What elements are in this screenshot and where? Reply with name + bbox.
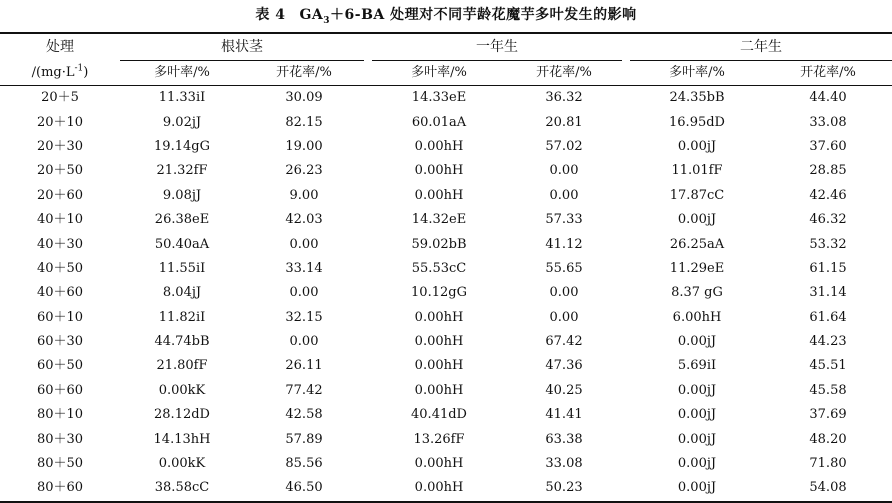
two-year-multi-leaf-cell: 5.69iI xyxy=(677,358,717,374)
two-year-flowering-cell: 42.46 xyxy=(809,187,847,203)
table-body xyxy=(0,86,892,502)
rhizome-flowering-cell: 77.42 xyxy=(285,382,323,398)
one-year-multi-leaf-cell: 0.00hH xyxy=(414,309,464,325)
group-gap xyxy=(622,86,630,111)
unit-prefix: /(mg·L xyxy=(31,64,75,80)
table-row xyxy=(0,354,892,378)
rhizome-flowering-cell: 42.58 xyxy=(285,407,323,423)
one-year-multi-leaf-cell: 0.00hH xyxy=(372,476,506,501)
group-gap xyxy=(622,354,630,378)
rhizome-flowering-cell: 19.00 xyxy=(285,138,323,154)
two-year-flowering-cell: 31.14 xyxy=(809,285,847,301)
one-year-flowering-cell: 63.38 xyxy=(545,431,583,447)
two-year-multi-leaf-cell: 17.87cC xyxy=(669,187,725,203)
rhizome-flowering-cell: 0.00 xyxy=(289,334,319,350)
group-header-one-year: 一年生 xyxy=(372,33,622,61)
two-year-flowering-cell: 46.32 xyxy=(809,212,847,228)
rhizome-flowering-cell: 30.09 xyxy=(285,90,323,106)
group-gap xyxy=(364,452,372,476)
group-gap xyxy=(364,427,372,451)
two-year-flowering-cell: 45.51 xyxy=(809,358,847,374)
two-year-flowering-cell: 48.20 xyxy=(809,431,847,447)
group-gap xyxy=(364,403,372,427)
two-year-flowering-cell: 61.64 xyxy=(809,309,847,325)
two-year-multi-leaf-cell: 0.00jJ xyxy=(630,476,764,501)
group-gap xyxy=(364,208,372,232)
unit-header xyxy=(0,61,120,86)
rhizome-multi-leaf-cell: 11.82iI xyxy=(158,309,206,325)
treatment-cell: 80＋10 xyxy=(36,407,84,423)
rhizome-flowering-cell: 57.89 xyxy=(285,431,323,447)
one-year-flowering-cell: 67.42 xyxy=(545,334,583,350)
treatment-cell: 20＋60 xyxy=(36,187,84,203)
rhizome-multi-leaf-cell: 8.04jJ xyxy=(162,285,202,301)
rhizome-flowering-cell: 82.15 xyxy=(285,114,323,130)
treatment-cell: 80＋30 xyxy=(36,431,84,447)
rhizome-multi-leaf-cell: 38.58cC xyxy=(120,476,244,501)
group-gap xyxy=(364,110,372,134)
treatment-cell: 60＋30 xyxy=(36,334,84,350)
rhizome-flowering-cell: 9.00 xyxy=(289,187,319,203)
two-year-multi-leaf-cell: 0.00jJ xyxy=(677,212,717,228)
two-year-multi-leaf-cell: 0.00jJ xyxy=(677,431,717,447)
table-title-prefix: GA xyxy=(299,7,324,23)
group-gap xyxy=(622,135,630,159)
group-gap xyxy=(622,281,630,305)
one-year-multi-leaf-cell: 0.00hH xyxy=(414,334,464,350)
one-year-flowering-cell: 57.02 xyxy=(545,138,583,154)
col-header-rhizome-multi-leaf: 多叶率/% xyxy=(120,61,244,86)
group-gap xyxy=(622,257,630,281)
group-gap xyxy=(364,306,372,330)
treatment-cell: 20＋30 xyxy=(36,138,84,154)
group-gap xyxy=(622,33,630,61)
rhizome-flowering-cell: 46.50 xyxy=(244,476,364,501)
one-year-multi-leaf-cell: 0.00hH xyxy=(414,358,464,374)
rhizome-multi-leaf-cell: 9.02jJ xyxy=(162,114,202,130)
group-gap xyxy=(622,476,630,501)
table-caption xyxy=(0,4,892,26)
one-year-flowering-cell: 47.36 xyxy=(545,358,583,374)
group-gap xyxy=(622,452,630,476)
group-gap xyxy=(622,61,630,86)
rhizome-multi-leaf-cell: 28.12dD xyxy=(154,407,210,423)
rhizome-multi-leaf-cell: 19.14gG xyxy=(154,138,210,154)
group-gap xyxy=(364,379,372,403)
two-year-multi-leaf-cell: 24.35bB xyxy=(669,90,725,106)
group-header-two-year: 二年生 xyxy=(630,33,892,61)
one-year-multi-leaf-cell: 10.12gG xyxy=(411,285,467,301)
rhizome-flowering-cell: 33.14 xyxy=(285,260,323,276)
two-year-multi-leaf-cell: 8.37 gG xyxy=(671,285,723,301)
two-year-flowering-cell: 37.60 xyxy=(809,138,847,154)
one-year-multi-leaf-cell: 0.00hH xyxy=(414,163,464,179)
rhizome-flowering-cell: 42.03 xyxy=(285,212,323,228)
treatment-cell: 60＋10 xyxy=(36,309,84,325)
header-row-columns xyxy=(0,61,892,86)
rhizome-multi-leaf-cell: 11.33iI xyxy=(158,90,206,106)
group-gap xyxy=(622,306,630,330)
group-gap xyxy=(622,110,630,134)
header-row-groups xyxy=(0,33,892,61)
rhizome-flowering-cell: 32.15 xyxy=(285,309,323,325)
table-row xyxy=(0,208,892,232)
col-header-rhizome-flowering: 开花率/% xyxy=(244,61,364,86)
two-year-multi-leaf-cell: 6.00hH xyxy=(672,309,722,325)
treatment-cell: 60＋50 xyxy=(36,358,84,374)
rhizome-multi-leaf-cell: 14.13hH xyxy=(153,431,211,447)
two-year-flowering-cell: 33.08 xyxy=(809,114,847,130)
group-gap xyxy=(364,33,372,61)
table-row xyxy=(0,403,892,427)
two-year-multi-leaf-cell: 0.00jJ xyxy=(677,334,717,350)
group-gap xyxy=(622,330,630,354)
rhizome-multi-leaf-cell: 0.00kK xyxy=(158,456,206,472)
one-year-flowering-cell: 40.25 xyxy=(545,382,583,398)
rhizome-flowering-cell: 26.11 xyxy=(285,358,323,374)
group-gap xyxy=(364,159,372,183)
col-header-one-year-flowering: 开花率/% xyxy=(506,61,622,86)
group-gap xyxy=(364,476,372,501)
one-year-multi-leaf-cell: 0.00hH xyxy=(414,456,464,472)
one-year-flowering-cell: 57.33 xyxy=(545,212,583,228)
group-gap xyxy=(622,159,630,183)
table-title: ＋6-BA 处理对不同芋龄花魔芋多叶发生的影响 xyxy=(330,7,637,23)
table-row xyxy=(0,476,892,501)
rhizome-multi-leaf-cell: 0.00kK xyxy=(158,382,206,398)
two-year-multi-leaf-cell: 0.00jJ xyxy=(677,456,717,472)
rhizome-multi-leaf-cell: 21.32fF xyxy=(156,163,208,179)
table-row xyxy=(0,110,892,134)
group-gap xyxy=(364,257,372,281)
one-year-flowering-cell: 0.00 xyxy=(549,163,579,179)
one-year-multi-leaf-cell: 0.00hH xyxy=(414,187,464,203)
two-year-flowering-cell: 44.23 xyxy=(809,334,847,350)
one-year-flowering-cell: 0.00 xyxy=(549,187,579,203)
one-year-flowering-cell: 0.00 xyxy=(549,309,579,325)
group-gap xyxy=(364,135,372,159)
treatment-cell: 20＋50 xyxy=(36,163,84,179)
table-row xyxy=(0,184,892,208)
two-year-flowering-cell: 45.58 xyxy=(809,382,847,398)
unit-suffix: ) xyxy=(83,64,89,80)
rhizome-multi-leaf-cell: 26.38eE xyxy=(154,212,210,228)
unit-superscript: -1 xyxy=(74,63,84,74)
two-year-multi-leaf-cell: 16.95dD xyxy=(669,114,725,130)
rhizome-flowering-cell: 85.56 xyxy=(285,456,323,472)
treatment-cell: 40＋60 xyxy=(36,285,84,301)
rhizome-flowering-cell: 0.00 xyxy=(289,285,319,301)
one-year-flowering-cell: 36.32 xyxy=(545,90,583,106)
treatment-cell: 40＋30 xyxy=(36,236,84,252)
col-header-one-year-multi-leaf: 多叶率/% xyxy=(372,61,506,86)
group-gap xyxy=(364,184,372,208)
one-year-flowering-cell: 20.81 xyxy=(545,114,583,130)
one-year-flowering-cell: 41.12 xyxy=(545,236,583,252)
two-year-flowering-cell: 61.15 xyxy=(809,260,847,276)
table-row xyxy=(0,330,892,354)
two-year-flowering-cell: 54.08 xyxy=(764,476,892,501)
group-gap xyxy=(622,403,630,427)
rhizome-multi-leaf-cell: 50.40aA xyxy=(154,236,210,252)
two-year-multi-leaf-cell: 0.00jJ xyxy=(677,138,717,154)
two-year-flowering-cell: 44.40 xyxy=(809,90,847,106)
treatment-cell: 60＋60 xyxy=(36,382,84,398)
table-row xyxy=(0,135,892,159)
rhizome-multi-leaf-cell: 11.55iI xyxy=(158,260,206,276)
table-row xyxy=(0,281,892,305)
table-number: 表 4 xyxy=(255,7,286,23)
rhizome-multi-leaf-cell: 21.80fF xyxy=(156,358,208,374)
treatment-cell: 80＋50 xyxy=(36,456,84,472)
one-year-flowering-cell: 55.65 xyxy=(545,260,583,276)
table-row xyxy=(0,379,892,403)
one-year-multi-leaf-cell: 13.26fF xyxy=(413,431,465,447)
one-year-multi-leaf-cell: 60.01aA xyxy=(411,114,467,130)
two-year-multi-leaf-cell: 11.01fF xyxy=(671,163,723,179)
group-gap xyxy=(364,86,372,111)
one-year-multi-leaf-cell: 59.02bB xyxy=(411,236,467,252)
col-header-two-year-flowering: 开花率/% xyxy=(764,61,892,86)
two-year-multi-leaf-cell: 11.29eE xyxy=(669,260,725,276)
table-row xyxy=(0,427,892,451)
treatment-cell: 20＋5 xyxy=(41,90,79,106)
table-row xyxy=(0,257,892,281)
table-row xyxy=(0,159,892,183)
table-row xyxy=(0,452,892,476)
treatment-cell: 40＋10 xyxy=(36,212,84,228)
treatment-cell: 40＋50 xyxy=(36,260,84,276)
two-year-flowering-cell: 53.32 xyxy=(809,236,847,252)
col-header-two-year-multi-leaf: 多叶率/% xyxy=(630,61,764,86)
table-title-subscript: 3 xyxy=(323,15,331,26)
group-header-rhizome: 根状茎 xyxy=(120,33,364,61)
rhizome-multi-leaf-cell: 9.08jJ xyxy=(162,187,202,203)
treatment-cell: 20＋10 xyxy=(36,114,84,130)
group-gap xyxy=(364,61,372,86)
rhizome-flowering-cell: 0.00 xyxy=(289,236,319,252)
treatment-cell: 80＋60 xyxy=(0,476,120,501)
group-gap xyxy=(622,232,630,256)
one-year-multi-leaf-cell: 14.33eE xyxy=(411,90,467,106)
rhizome-multi-leaf-cell: 44.74bB xyxy=(154,334,210,350)
group-gap xyxy=(622,379,630,403)
two-year-flowering-cell: 28.85 xyxy=(809,163,847,179)
two-year-multi-leaf-cell: 26.25aA xyxy=(669,236,725,252)
one-year-multi-leaf-cell: 55.53cC xyxy=(411,260,467,276)
one-year-flowering-cell: 0.00 xyxy=(549,285,579,301)
group-gap xyxy=(622,427,630,451)
group-gap xyxy=(622,208,630,232)
two-year-multi-leaf-cell: 0.00jJ xyxy=(677,407,717,423)
table-row xyxy=(0,232,892,256)
group-gap xyxy=(364,281,372,305)
group-gap xyxy=(364,232,372,256)
group-gap xyxy=(364,354,372,378)
treatment-header: 处理 xyxy=(0,33,120,61)
rhizome-flowering-cell: 26.23 xyxy=(285,163,323,179)
one-year-flowering-cell: 33.08 xyxy=(545,456,583,472)
one-year-multi-leaf-cell: 14.32eE xyxy=(411,212,467,228)
one-year-multi-leaf-cell: 0.00hH xyxy=(414,138,464,154)
table-row xyxy=(0,86,892,111)
one-year-flowering-cell: 41.41 xyxy=(545,407,583,423)
one-year-flowering-cell: 50.23 xyxy=(506,476,622,501)
group-gap xyxy=(622,184,630,208)
two-year-flowering-cell: 71.80 xyxy=(809,456,847,472)
table-row xyxy=(0,306,892,330)
two-year-multi-leaf-cell: 0.00jJ xyxy=(677,382,717,398)
results-table xyxy=(0,32,892,503)
group-gap xyxy=(364,330,372,354)
two-year-flowering-cell: 37.69 xyxy=(809,407,847,423)
one-year-multi-leaf-cell: 40.41dD xyxy=(411,407,467,423)
one-year-multi-leaf-cell: 0.00hH xyxy=(414,382,464,398)
